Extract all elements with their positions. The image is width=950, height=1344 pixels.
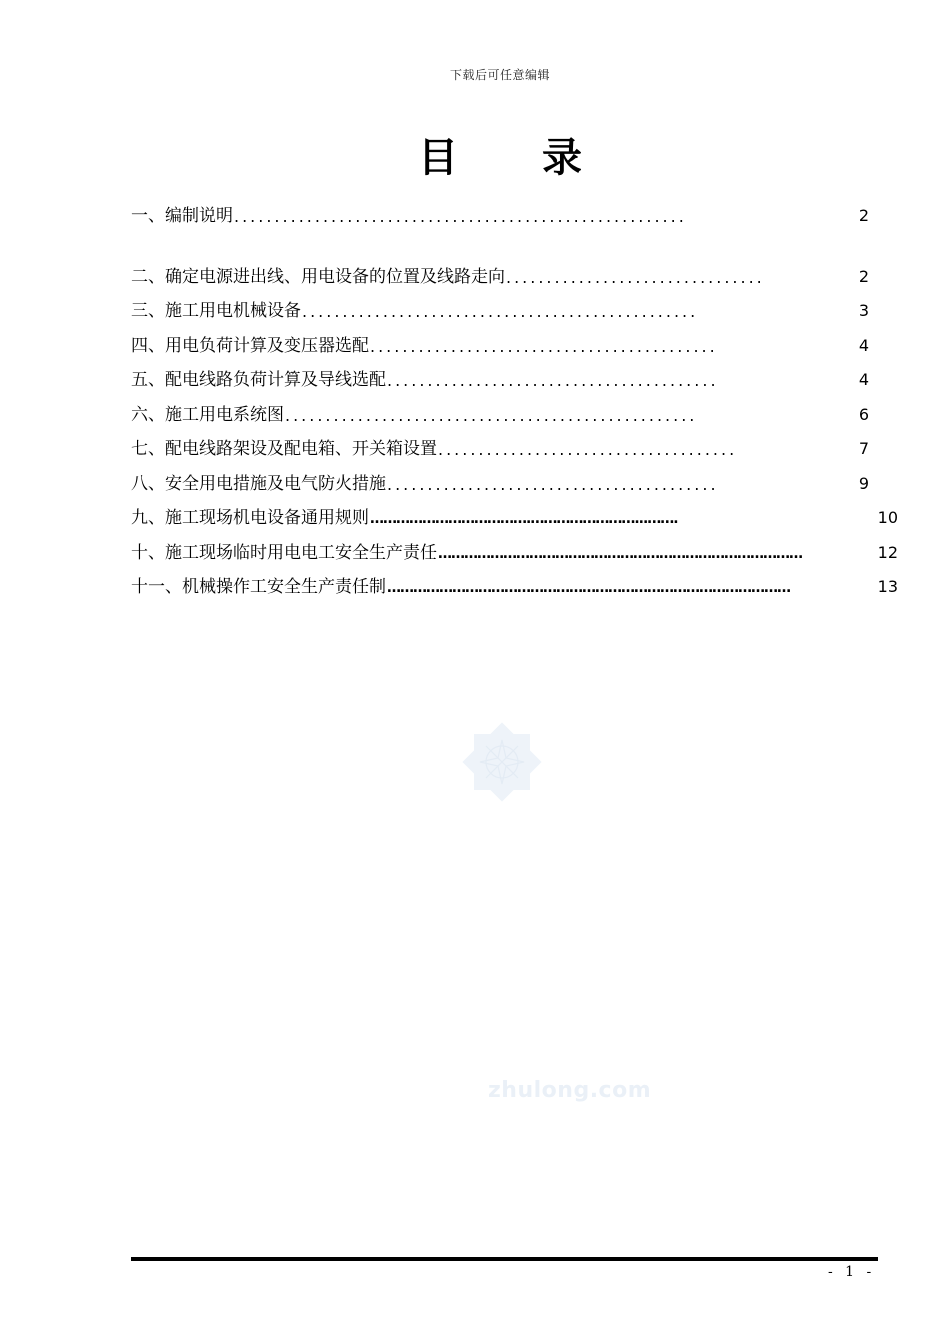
toc-entry-title: 四、用电负荷计算及变压器选配 — [131, 336, 369, 356]
toc-leader: ………………………………………………………………………… — [438, 546, 802, 562]
toc-entry-title: 七、配电线路架设及配电箱、开关箱设置 — [131, 439, 437, 459]
toc-entry[interactable] — [131, 540, 898, 566]
page-number: - 1 - — [828, 1264, 876, 1280]
toc-entry[interactable] — [131, 436, 869, 462]
toc-entry-title: 十、施工现场临时用电电工安全生产责任 — [131, 543, 437, 563]
footer-rule — [131, 1257, 878, 1261]
toc-entry[interactable] — [131, 333, 869, 359]
toc-entry-title: 九、施工现场机电设备通用规则 — [131, 508, 369, 528]
toc-entry-title: 二、确定电源进出线、用电设备的位置及线路走向 — [131, 267, 505, 287]
toc-entry-title: 三、施工用电机械设备 — [131, 301, 301, 321]
toc-entry-page: 12 — [877, 543, 898, 562]
toc-entry[interactable] — [131, 505, 898, 531]
toc-leader: ......................................... — [387, 475, 719, 494]
toc-leader: ........................................................ — [234, 207, 687, 226]
toc-entry-page: 3 — [858, 301, 869, 320]
watermark-emblem-icon — [444, 704, 560, 820]
toc-entry[interactable] — [131, 574, 898, 600]
toc-entry-title: 十一、机械操作工安全生产责任制 — [131, 577, 386, 597]
toc-leader: ........................................... — [370, 337, 718, 356]
toc-entry[interactable] — [131, 203, 869, 229]
toc-entry[interactable] — [131, 264, 869, 290]
toc-entry[interactable] — [131, 402, 869, 428]
toc-entry-title: 八、安全用电措施及电气防火措施 — [131, 474, 386, 494]
toc-leader: ..................................... — [438, 440, 738, 459]
toc-leader: ................................................. — [302, 302, 699, 321]
toc-entry[interactable] — [131, 367, 869, 393]
toc-leader: ................................ — [506, 268, 765, 287]
toc-leader: ………………………………………………………………………………… — [387, 580, 790, 596]
toc-entry-page: 2 — [858, 267, 869, 286]
toc-entry-page: 4 — [858, 336, 869, 355]
toc-entry-title: 一、编制说明 — [131, 206, 233, 226]
toc-leader: ......................................... — [387, 371, 719, 390]
watermark-text: zhulong.com — [488, 1078, 652, 1103]
toc-entry-title: 六、施工用电系统图 — [131, 405, 284, 425]
toc-entry[interactable] — [131, 471, 869, 497]
toc-leader: ……………………………….……………………...……. — [370, 511, 678, 527]
toc-entry-page: 7 — [858, 439, 869, 458]
toc-entry[interactable] — [131, 298, 869, 324]
toc-entry-page: 13 — [877, 577, 898, 596]
toc-entry-page: 10 — [877, 508, 898, 527]
header-note: 下载后可任意编辑 — [449, 68, 550, 82]
toc-entry-title: 五、配电线路负荷计算及导线选配 — [131, 370, 386, 390]
toc-entry-page: 6 — [858, 405, 869, 424]
toc-entry-page: 4 — [858, 370, 869, 389]
toc-entry-page: 2 — [858, 206, 869, 225]
toc-entry-page: 9 — [858, 474, 869, 493]
toc-leader: ................................................... — [285, 406, 698, 425]
toc-title: 目录 — [418, 135, 666, 181]
